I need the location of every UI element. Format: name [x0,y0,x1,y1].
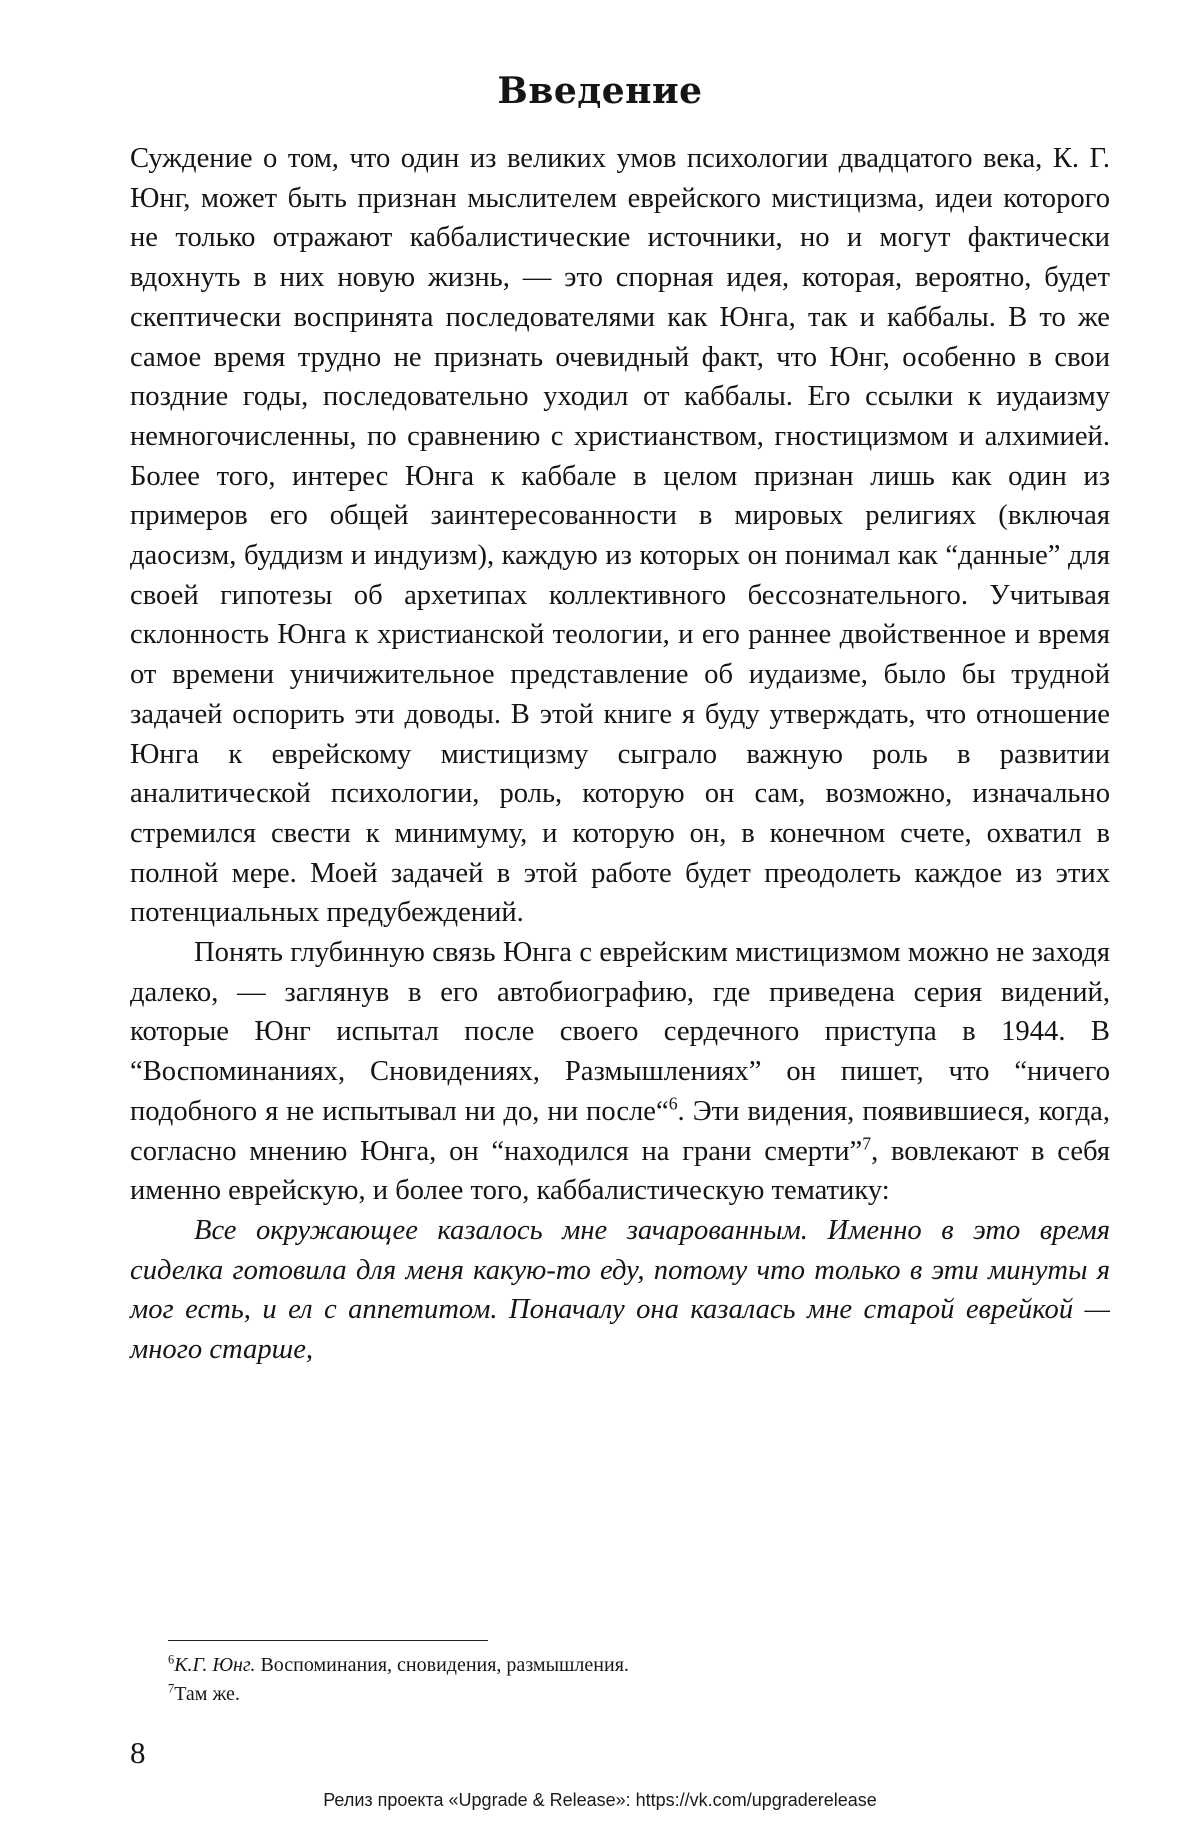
footnote-6-text: Воспоминания, сновидения, размышления. [255,1654,629,1676]
main-text [130,139,1110,1370]
footnote-6 [168,1651,1068,1680]
page-number: 8 [130,1735,146,1770]
page-title: Введение [497,70,703,112]
footnote-marker-7: 7 [168,1681,175,1696]
paragraph-2-part-1: Понять глубинную связь Юнга с еврейским мистицизмом можно не заходя далеко, — заглянув в его автобиографию, где приведена серия видений, которые Юнг испытал после своего сердечного приступа в 1944. В “Воспоминаниях, Сновидениях, Размышлениях” он пишет, что “ничего подобного я не испытывал ни до, ни после“ [130,937,1110,1127]
footnote-ref-7: 7 [862,1133,872,1154]
footnotes [168,1651,1068,1709]
paragraph-1: Суждение о том, что один из великих умов психологии двадцатого века, К. Г. Юнг, может быть признан мыслителем еврейского мистицизма, идеи которого не только отражают каббалистические источники, но и могут фактически вдохнуть в них новую жизнь, — это спорная идея, которая, вероятно, будет скептически воспринята последователями как Юнга, так и каббалы. В то же самое время трудно не признать очевидный факт, что Юнг, особенно в свои поздние годы, последовательно уходил от каббалы. Его ссылки к иудаизму немногочисленны, по сравнению с христианством, гностицизмом и алхимией. Более того, интерес Юнга к каббале в целом признан лишь как один из примеров его общей заинтересованности в мировых религиях (включая даосизм, буддизм и индуизм), каждую из которых он понимал как “данные” для своей гипотезы об архетипах коллективного бессознательного. Учитывая склонность Юнга к христианской теологии, и его раннее двойственное и время от времени уничижительное представление об иудаизме, было бы трудной задачей оспорить эти доводы. В этой книге я буду утверждать, что отношение Юнга к еврейскому мистицизму сыграло важную роль в развитии аналитической психологии, роль, которую он сам, возможно, изначально стремился свести к минимуму, и которую он, в конечном счете, охватил в полной мере. Моей задачей в этой работе будет преодолеть каждое из этих потенциальных предубеждений. [130,143,1110,929]
footnote-marker-6: 6 [168,1652,175,1667]
release-footer: Релиз проекта «Upgrade & Release»: https://vk.com/upgraderelease [323,1790,877,1810]
footnote-7-text: Там же. [174,1683,240,1705]
footnote-6-author: К.Г. Юнг. [174,1654,256,1676]
paragraph-2-part-3: , вовлекают в себя именно еврейскую, и более того, каббалистическую тематику: [130,1135,1110,1207]
paragraph-2 [130,933,1110,1211]
paragraph-2-part-2: . Эти видения, появившиеся, когда, согласно мнению Юнга, он “находился на грани смерти” [130,1095,1110,1167]
quote-paragraph: Все окружающее казалось мне зачарованным. Именно в это время сиделка готовила для меня какую-то еду, потому что только в эти минуты я мог есть, и ел с аппетитом. Поначалу она казалась мне старой еврейкой — много старше, [130,1214,1110,1366]
footnote-7 [168,1680,1068,1709]
footnote-ref-6: 6 [668,1093,678,1114]
footnote-divider [168,1640,488,1641]
